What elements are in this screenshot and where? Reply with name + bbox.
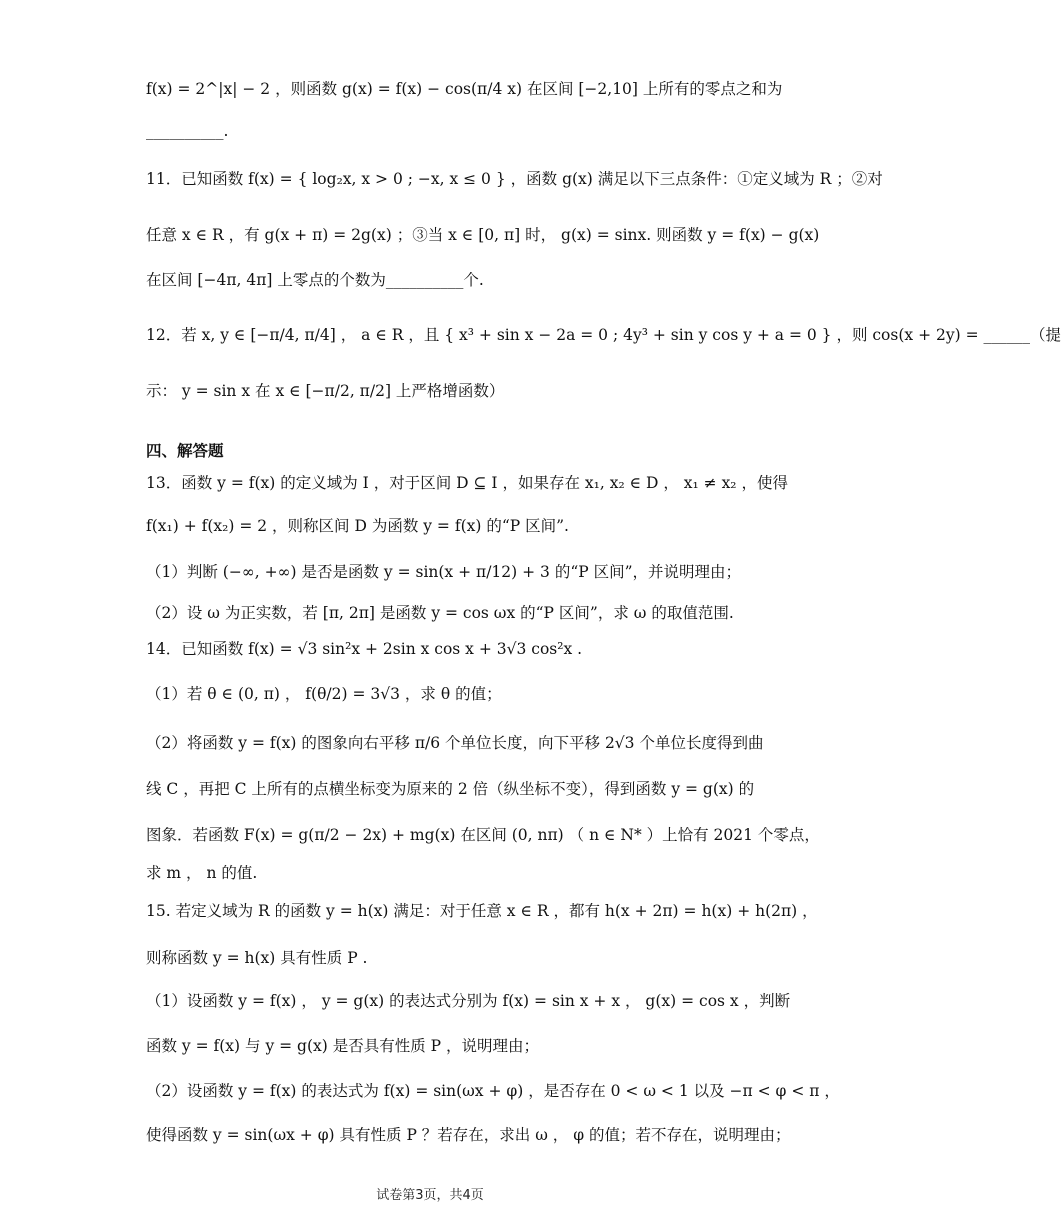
text-line: （1）判断 (−∞, +∞) 是否是函数 y = sin(x + π/12) + 3 的“P 区间”，并说明理由； — [146, 563, 742, 581]
page-footer: 试卷第3页，共4页 — [376, 1188, 484, 1203]
text-line: 图象．若函数 F(x) = g(π/2 − 2x) + mg(x) 在区间 (0, nπ) （ n ∈ N* ）上恰有 2021 个零点， — [146, 826, 820, 844]
text-line: 线 C ，再把 C 上所有的点横坐标变为原来的 2 倍（纵坐标不变），得到函数 y = g(x) 的 — [146, 780, 755, 798]
text-line: 12．若 x, y ∈ [−π/4, π/4] ， a ∈ R ，且 { x³ + sin x − 2a = 0 ; 4y³ + sin y cos y + a = 0 } ，则 cos(x + 2y) = ______（提 — [146, 326, 1061, 344]
text-line: （2）将函数 y = f(x) 的图象向右平移 π/6 个单位长度，向下平移 2√3 个单位长度得到曲 — [146, 734, 764, 752]
text-line: 13．函数 y = f(x) 的定义域为 I ，对于区间 D ⊆ I ，如果存在 x₁, x₂ ∈ D ， x₁ ≠ x₂ ，使得 — [146, 474, 788, 492]
text-line: （1）设函数 y = f(x) ， y = g(x) 的表达式分别为 f(x) = sin x + x ， g(x) = cos x ，判断 — [146, 992, 791, 1010]
text-line: 15. 若定义域为 R 的函数 y = h(x) 满足：对于任意 x ∈ R ，都有 h(x + 2π) = h(x) + h(2π) ， — [146, 902, 818, 920]
text-line: __________. — [146, 122, 229, 140]
text-line: 使得函数 y = sin(ωx + φ) 具有性质 P ？若存在，求出 ω ， φ 的值；若不存在，说明理由； — [146, 1126, 791, 1144]
text-line: 任意 x ∈ R ，有 g(x + π) = 2g(x) ；③当 x ∈ [0, π] 时， g(x) = sinx. 则函数 y = f(x) − g(x) — [146, 226, 820, 244]
text-line: f(x) = 2^|x| − 2 ，则函数 g(x) = f(x) − cos(π/4 x) 在区间 [−2,10] 上所有的零点之和为 — [146, 80, 783, 98]
text-line: （1）若 θ ∈ (0, π) ， f(θ/2) = 3√3 ，求 θ 的值； — [146, 685, 502, 703]
text-line: （2）设 ω 为正实数，若 [π, 2π] 是函数 y = cos ωx 的“P 区间”，求 ω 的取值范围. — [146, 604, 734, 622]
section-heading: 四、解答题 — [146, 442, 224, 460]
text-line: 14．已知函数 f(x) = √3 sin²x + 2sin x cos x + 3√3 cos²x . — [146, 640, 583, 658]
text-line: 示： y = sin x 在 x ∈ [−π/2, π/2] 上严格增函数） — [146, 382, 505, 400]
text-line: 在区间 [−4π, 4π] 上零点的个数为__________个. — [146, 271, 484, 289]
text-line: 则称函数 y = h(x) 具有性质 P . — [146, 949, 368, 967]
text-line: f(x₁) + f(x₂) = 2 ，则称区间 D 为函数 y = f(x) 的“P 区间”. — [146, 517, 569, 535]
text-line: 11．已知函数 f(x) = { log₂x, x > 0 ; −x, x ≤ 0 } ，函数 g(x) 满足以下三点条件：①定义域为 R ；②对 — [146, 170, 883, 188]
text-line: （2）设函数 y = f(x) 的表达式为 f(x) = sin(ωx + φ) ，是否存在 0 < ω < 1 以及 −π < φ < π ， — [146, 1082, 840, 1100]
text-line: 求 m ， n 的值. — [146, 864, 258, 882]
text-line: 函数 y = f(x) 与 y = g(x) 是否具有性质 P ，说明理由； — [146, 1037, 540, 1055]
